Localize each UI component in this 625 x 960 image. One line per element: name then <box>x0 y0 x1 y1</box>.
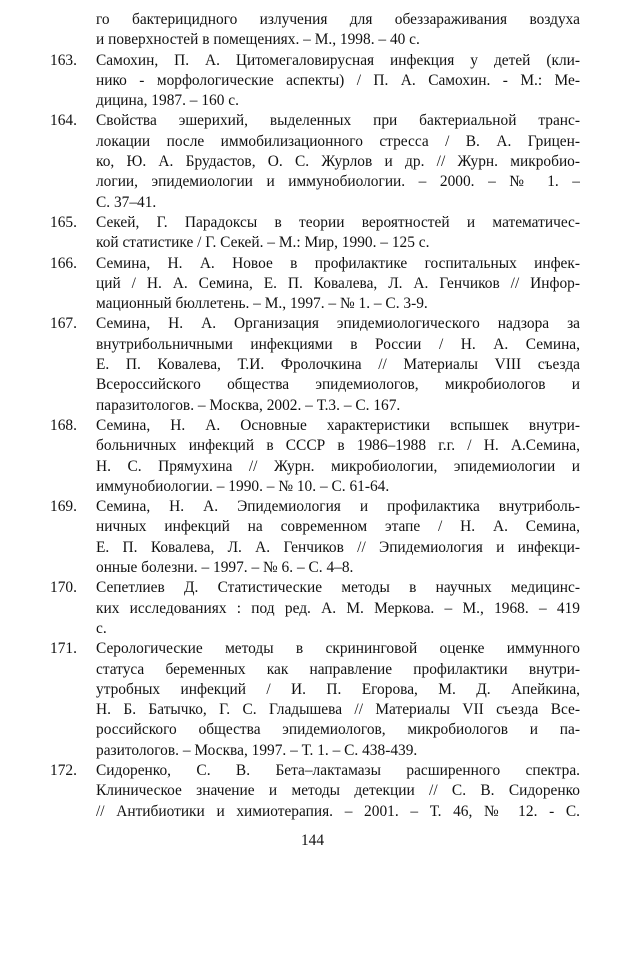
bibliography-entry-170 <box>50 578 580 639</box>
entry-line: мационный бюллетень. – М., 1997. – № 1. – С. 3-9. <box>96 295 428 313</box>
entry-number: 167. <box>50 315 77 333</box>
entry-line: Семина, Н. А. Основные характеристики вспышек внутри- <box>96 416 580 434</box>
entry-line: кой статистике / Г. Секей. – М.: Мир, 1990. – 125 с. <box>96 234 430 252</box>
bibliography-entry-164 <box>50 111 580 212</box>
entry-line: иммунобиологии. – 1990. – № 10. – С. 61-64. <box>96 477 390 495</box>
entry-number: 166. <box>50 254 77 272</box>
entry-number: 165. <box>50 213 77 231</box>
bibliography-entry-165 <box>50 213 580 254</box>
entry-line: дицина, 1987. – 160 с. <box>96 92 239 110</box>
bibliography-entry-172 <box>50 761 580 822</box>
entry-line: Серологические методы в скрининговой оценке иммунного <box>96 640 580 658</box>
entry-line: Свойства эшерихий, выделенных при бактериальной транс- <box>96 112 580 130</box>
continued-entry <box>96 10 580 51</box>
bibliography-entry-168 <box>50 416 580 497</box>
entry-line: // Антибиотики и химиотерапия. – 2001. – Т. 46, № 12. - С. <box>96 802 580 820</box>
entry-line: Н. Б. Батычко, Г. С. Гладышева // Материалы VII съезда Все- <box>96 701 580 719</box>
entry-number: 172. <box>50 761 77 779</box>
entry-line: Е. П. Ковалева, Л. А. Генчиков // Эпидемиология и инфекци- <box>96 538 580 556</box>
bibliography-entry-163 <box>50 51 580 112</box>
entry-line: Е. П. Ковалева, Т.И. Фролочкина // Материалы VIII съезда <box>96 356 580 374</box>
entry-line: Семина, Н. А. Новое в профилактике госпитальных инфек- <box>96 254 580 272</box>
entry-line: ко, Ю. А. Брудастов, О. С. Журлов и др. // Журн. микробио- <box>96 153 580 171</box>
bibliography-entry-169 <box>50 497 580 578</box>
entry-line: локации после иммобилизационного стресса / В. А. Грицен- <box>96 132 580 150</box>
entry-line: онные болезни. – 1997. – № 6. – С. 4–8. <box>96 559 354 577</box>
bibliography-entry-171 <box>50 639 580 761</box>
entry-line: ничных инфекций на современном этапе / Н. А. Семина, <box>96 518 580 536</box>
bibliography-entry-166 <box>50 254 580 315</box>
entry-line: российского общества эпидемиологов, микробиологов и па- <box>96 721 580 739</box>
entry-line: Семина, Н. А. Эпидемиология и профилактика внутриболь- <box>96 498 580 516</box>
bibliography-entry-167 <box>50 314 580 415</box>
entry-line: статуса беременных как направление профилактики внутри- <box>96 660 580 678</box>
entry-line: нико - морфологические аспекты) / П. А. Самохин. - М.: Ме- <box>96 71 580 89</box>
entry-line: Н. С. Прямухина // Журн. микробиологии, эпидемиологии и <box>96 457 580 475</box>
entry-number: 171. <box>50 640 77 658</box>
page-number: 144 <box>300 832 325 849</box>
entry-number: 164. <box>50 112 77 130</box>
entry-line: паразитологов. – Москва, 2002. – Т.3. – С. 167. <box>96 396 401 414</box>
entry-line: ких исследованиях : под ред. А. М. Меркова. – М., 1968. – 419 <box>96 599 580 617</box>
entry-line: с. <box>96 619 107 637</box>
entry-line: Самохин, П. А. Цитомегаловирусная инфекция у детей (кли- <box>96 51 580 69</box>
entry-line: утробных инфекций / И. П. Егорова, М. Д. Апейкина, <box>96 680 580 698</box>
entry-line: го бактерицидного излучения для обеззараживания воздуха <box>96 11 580 28</box>
bibliography-list <box>50 10 580 822</box>
entry-number: 168. <box>50 416 77 434</box>
entry-line: Сидоренко, С. В. Бета–лактамазы расширенного спектра. <box>96 761 580 779</box>
entry-number: 163. <box>50 51 77 69</box>
entry-number: 169. <box>50 498 77 516</box>
entry-line: Семина, Н. А. Организация эпидемиологического надзора за <box>96 315 580 333</box>
entry-line: Клиническое значение и методы детекции // С. В. Сидоренко <box>96 782 580 800</box>
entry-line: и поверхностей в помещениях. – М., 1998. – 40 с. <box>96 31 420 49</box>
entry-line: Секей, Г. Парадоксы в теории вероятностей и математичес- <box>96 213 580 231</box>
entry-line: С. 37–41. <box>96 193 157 211</box>
entry-line: больничных инфекций в СССР в 1986–1988 г.г. / Н. А.Семина, <box>96 437 580 455</box>
entry-line: Сепетлиев Д. Статистические методы в научных медицинс- <box>96 579 580 597</box>
entry-line: ций / Н. А. Семина, Е. П. Ковалева, Л. А. Генчиков // Инфор- <box>96 274 580 292</box>
entry-number: 170. <box>50 579 77 597</box>
entry-line: Всероссийского общества эпидемиологов, микробиологов и <box>96 376 580 394</box>
entry-line: логии, эпидемиологии и иммунобиологии. – 2000. – № 1. – <box>96 173 580 191</box>
entry-line: разитологов. – Москва, 1997. – Т. 1. – С. 438-439. <box>96 741 418 759</box>
entry-line: внутрибольничными инфекциями в России / Н. А. Семина, <box>96 335 580 353</box>
